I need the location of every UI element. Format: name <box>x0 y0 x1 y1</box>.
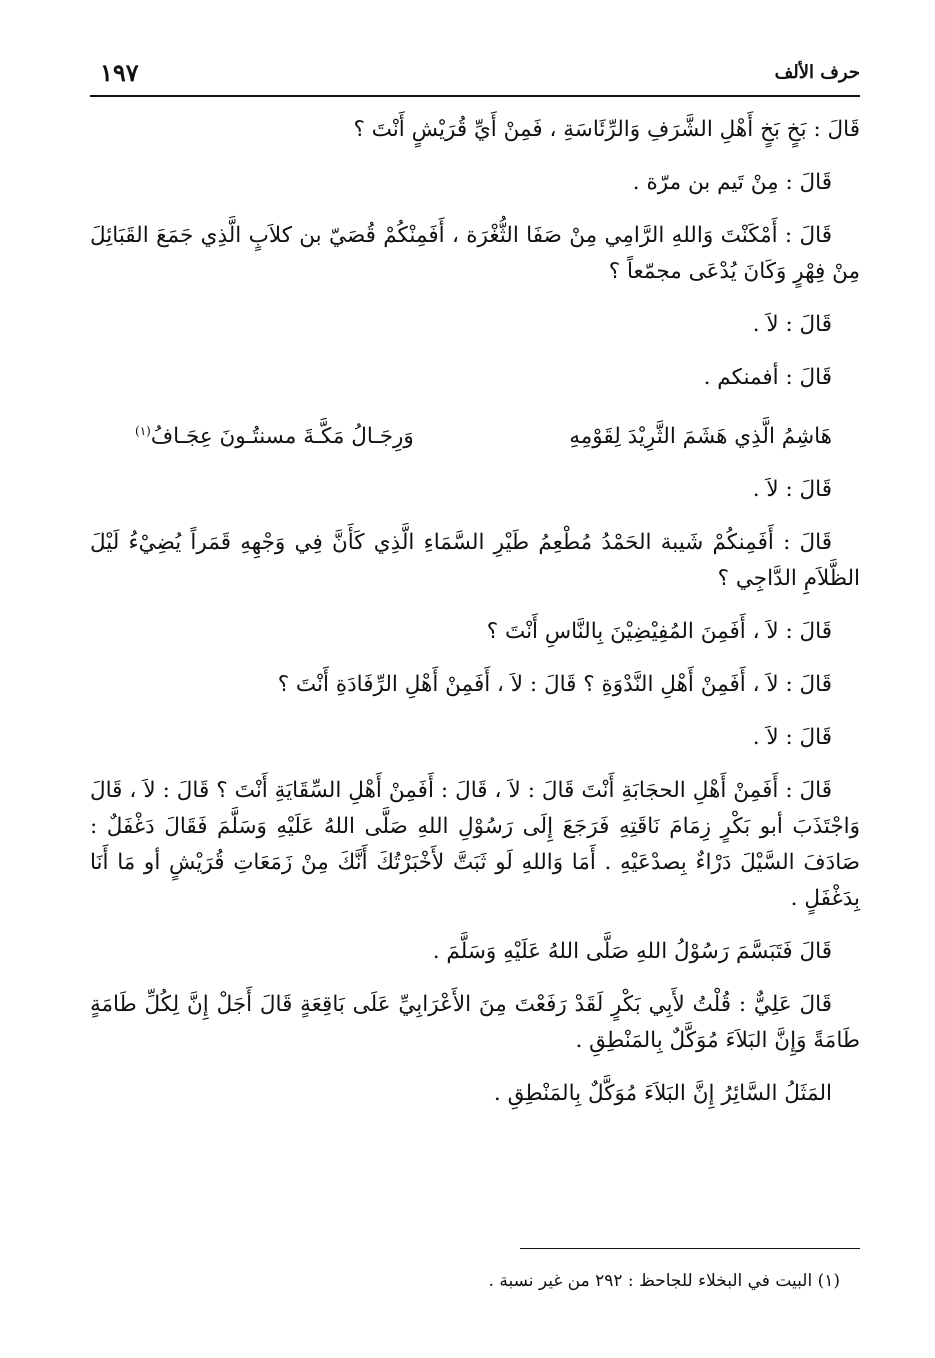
paragraph: قَالَ عَلِيٌّ : قُلْتُ لأَبِي بَكْرٍ لَقَدْ رَفَعْتَ مِنَ الأَعْرَابِيِّ عَلَى بَاقِعَةٍ قَالَ أَجَلْ إِنَّ لِكُلِّ طَامَةٍ طَامَةً وَإِنَّ البَلاَءَ مُوَكَّلٌ بِالمَنْطِقِ . <box>90 992 860 1054</box>
paragraph: المَثَلُ السَّائِرُ إِنَّ البَلاَءَ مُوَكَّلٌ بِالمَنْطِقِ . <box>493 1081 832 1107</box>
header-divider <box>90 95 860 97</box>
footnote-marker: (١) <box>135 424 151 438</box>
paragraph: قَالَ : أَفَمِنكُمْ شَيبة الحَمْدُ مُطْعِمُ طَيْرِ السَّمَاءِ الَّذِي كَأَنَّ فِي وَجْهِهِ قَمَراً يُضِيْءُ لَيْلَ الظَّلاَمِ الدَّاجِي ؟ <box>90 530 860 592</box>
paragraph: قَالَ : لاَ ، أَفَمِنْ أَهْلِ النَّدْوَةِ ؟ قَالَ : لاَ ، أَفَمِنْ أَهْلِ الرِّفَادَةِ أَنْتَ ؟ <box>277 672 832 698</box>
main-text <box>90 112 860 1129</box>
paragraph: قَالَ : لاَ . <box>752 725 832 751</box>
paragraph: قَالَ : مِنْ تَيم بن مرّة . <box>632 170 832 195</box>
book-page <box>90 0 860 1358</box>
footnote-divider <box>520 1248 860 1249</box>
running-title: حرف الألف <box>774 62 860 83</box>
page-header <box>90 52 860 92</box>
paragraph: قَالَ : أَمْكَنْتَ وَاللهِ الرَّامِي مِنْ صَفَا الثُّغْرَة ، أَفَمِنْكُمْ قُصَيّ بن كلاَبٍ الَّذِي جَمَعَ القَبَائِلَ مِنْ فِهْرٍ وَكَانَ يُدْعَى مجمّعاً ؟ <box>90 223 860 284</box>
paragraph: قَالَ : لاَ ، أَفَمِنَ المُفِيْضِيْنَ بِالنَّاسِ أَنْتَ ؟ <box>486 619 832 645</box>
paragraph: قَالَ : أَفَمِنْ أَهْلِ الحجَابَةِ أَنْتَ قَالَ : لاَ ، قَالَ : أَفَمِنْ أَهْلِ السِّقَايَةِ أَنْتَ ؟ قَالَ : لاَ ، قَالَ وَاجْتَذَبَ أبو بَكْرٍ زِمَامَ نَاقَتِهِ فَرَجَعَ إِلَى رَسُوْلِ اللهِ صَلَّى اللهُ عَلَيْهِ وَسَلَّمَ فَقَالَ دَغْفَلٌ : صَادَفَ السَّيْلَ دَرْاءٌ بِصدْعَيْهِ . أَمَا وَاللهِ لَو ثَبَتَّ لأَخْبَرْتُكَ أَنَّكَ مِنْ زَمَعَاتِ قُرَيْشٍ أو مَا أَنَا بِدَغْفَلٍ . <box>90 778 860 912</box>
verse-second-hemistich: وَرِجَـالُ مَكَّـةَ مسنتُـونَ عِجَـافُ$^{(١)}$ <box>135 424 414 450</box>
footnote: (١) البيت في البخلاء للجاحظ : ٢٩٢ من غير نسبة . <box>488 1271 840 1291</box>
verse-first-hemistich: هَاشِمُ الَّذِي هَشَمَ الثَّرِيْدَ لِقَوْمِهِ <box>569 424 832 450</box>
paragraph: قَالَ : لاَ . <box>752 312 832 337</box>
page-number: ١٩٧ <box>100 58 139 87</box>
paragraph: قَالَ : بَخٍ بَخٍ أَهْلِ الشَّرَفِ وَالرِّئَاسَةِ ، فَمِنْ أَيِّ قُرَيْشٍ أَنْتَ ؟ <box>353 117 860 142</box>
poem-verse <box>90 413 860 455</box>
paragraph: قَالَ : أفمنكم . <box>703 365 832 390</box>
paragraph: قَالَ فَتَبَسَّمَ رَسُوْلُ اللهِ صَلَّى اللهُ عَلَيْهِ وَسَلَّمَ . <box>432 939 832 965</box>
paragraph: قَالَ : لاَ . <box>752 477 832 503</box>
